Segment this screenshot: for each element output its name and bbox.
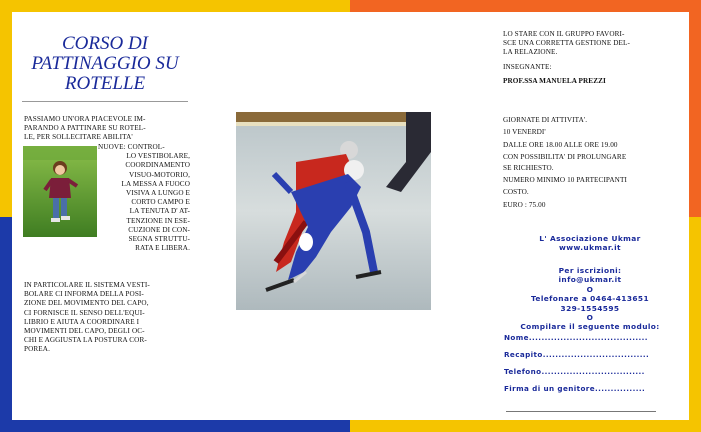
min-participants: NUMERO MINIMO 10 PARTECIPANTI (503, 176, 627, 185)
para-line: CHI E AGGIUSTA LA POSTURA COR- (24, 336, 147, 345)
para-line: POREA. (24, 345, 50, 354)
intro-line: PASSIAMO UN'ORA PIACEVOLE IM- (24, 115, 146, 123)
wrap-line: SEGNA STRUTTU- (128, 235, 190, 244)
association-name: L' Associazione Ukmar (539, 234, 641, 243)
para-line: BOLARE CI INFORMA DELLA POSI- (24, 290, 144, 299)
activity-count: 10 VENERDI' (503, 128, 546, 137)
enrollment-block (490, 266, 690, 332)
para-line: LA RELAZIONE. (503, 48, 558, 57)
separator-o: O (586, 284, 594, 294)
para-line: LO STARE CON IL GRUPPO FAVORI- (503, 30, 625, 38)
wrap-line: NUOVE: CONTROL- (98, 143, 165, 151)
signature-line (506, 411, 656, 412)
wrap-line: LA MESSA A FUOCO (121, 179, 190, 188)
phone-alt: 329-1554595 (560, 303, 620, 313)
hours: DALLE ORE 18.00 ALLE ORE 19.00 (503, 140, 618, 149)
wrap-line: COORDINAMENTO (125, 161, 190, 170)
extend-line: CON POSSIBILITA' DI PROLUNGARE (503, 153, 627, 162)
wrap-line: VISUO-MOTORIO, (129, 170, 190, 179)
title-divider (22, 101, 188, 102)
wrap-line: LA TENUTA D' AT- (129, 207, 190, 216)
cost-value: EURO : 75.00 (503, 200, 546, 209)
wrap-line: CUZIONE DI CON- (128, 225, 190, 234)
wrap-line: TENZIONE IN ESE- (126, 216, 190, 225)
para-line: MOVIMENTI DEL CAPO, DEGLI OC- (24, 327, 145, 336)
form-field-name[interactable]: Nome...................................... (504, 333, 648, 342)
para-line: LIBRIO E AIUTA A COORDINARE I (24, 317, 140, 326)
teacher-name: PROF.SSA MANUELA PREZZI (503, 76, 606, 85)
para-line: CI FORNISCE IL SENSO DELL'EQUI- (24, 308, 145, 317)
enroll-label: Per iscrizioni: (558, 266, 622, 275)
group-paragraph (503, 30, 683, 86)
form-field-signature[interactable]: Firma di un genitore................ (504, 384, 646, 393)
para-line: SCE UNA CORRETTA GESTIONE DEL- (503, 39, 631, 48)
extend-line: SE RICHIESTO. (503, 163, 554, 172)
intro-line: LE, PER SOLLECITARE ABILITA' (24, 133, 133, 142)
intro-paragraph-wrap (98, 143, 190, 253)
vestibular-paragraph (24, 281, 194, 355)
association-website[interactable]: www.ukmar.it (559, 243, 621, 253)
cost-label: COSTO. (503, 188, 529, 197)
wrap-line: VISIVA A LUNGO E (126, 189, 190, 198)
form-intro: Compilare il seguente modulo: (520, 322, 660, 332)
form-field-phone[interactable]: Telefono................................. (504, 367, 645, 376)
schedule-block (503, 115, 683, 210)
teacher-label: INSEGNANTE: (503, 62, 552, 71)
wrap-line: RATA E LIBERA. (135, 244, 190, 253)
enroll-email[interactable]: info@ukmar.it (558, 275, 622, 285)
activity-label: GIORNATE DI ATTIVITA'. (503, 116, 588, 124)
association-block (500, 234, 680, 253)
para-line: ZIONE DEL MOVIMENTO DEL CAPO, (24, 299, 149, 308)
wrap-line: CORTO CAMPO E (131, 198, 190, 207)
phone-label: Telefonare a 0464-413651 (530, 294, 650, 304)
form-field-contact[interactable]: Recapito.................................. (504, 350, 650, 359)
para-line: IN PARTICOLARE IL SISTEMA VESTI- (24, 281, 150, 289)
child-skating-photo (23, 146, 97, 237)
intro-line: PARANDO A PATTINARE SU ROTEL- (24, 124, 146, 133)
page-title: CORSO DI PATTINAGGIO SU ROTELLE (31, 33, 179, 94)
skaters-photo (236, 112, 431, 310)
separator-o: O (586, 313, 594, 323)
intro-paragraph-top (24, 115, 194, 143)
wrap-line: LO VESTIBOLARE, (126, 152, 190, 161)
